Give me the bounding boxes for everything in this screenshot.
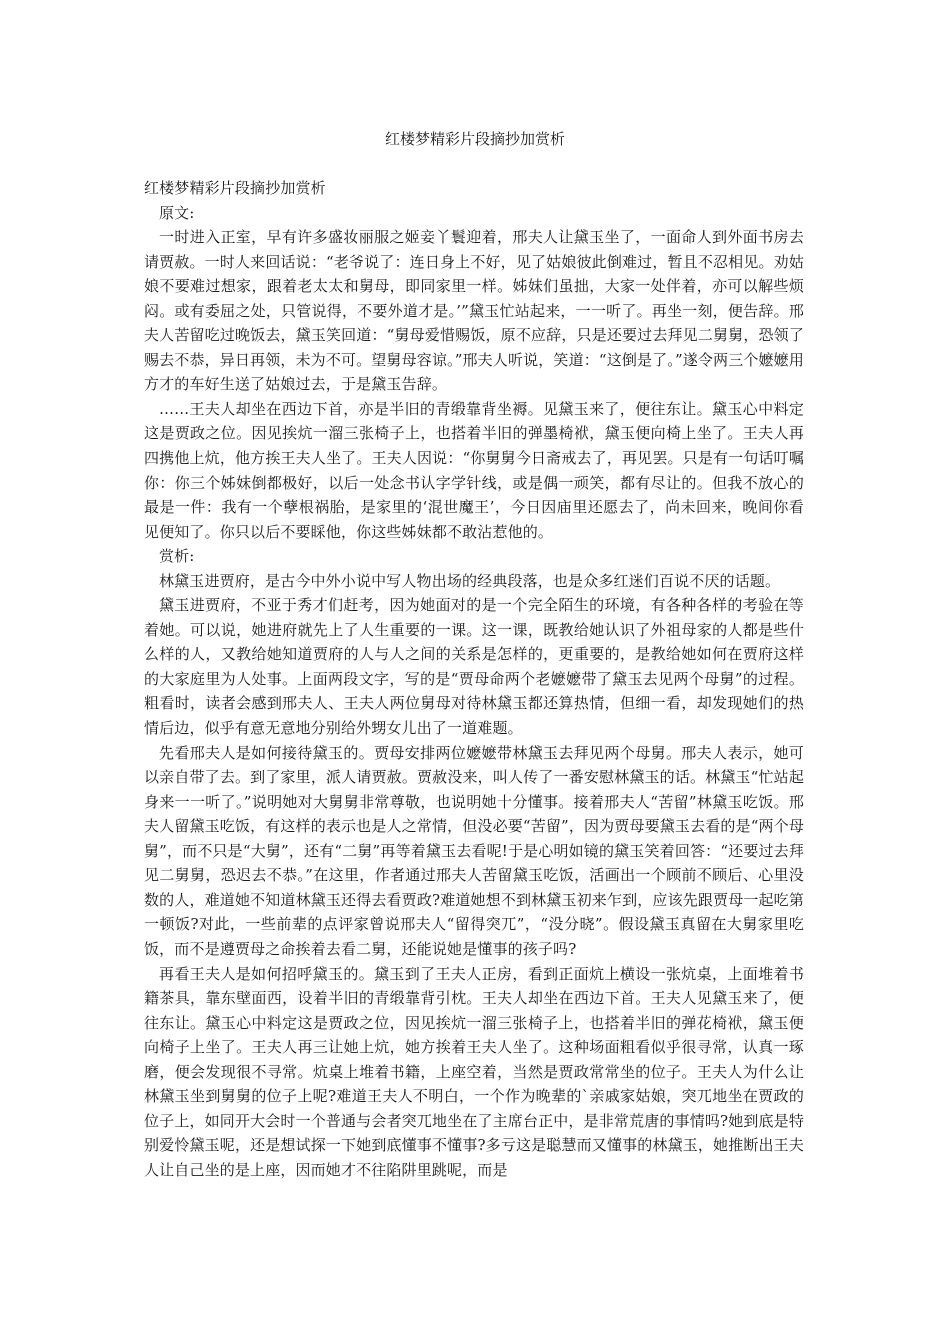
original-text-label: 原文:: [159, 203, 195, 222]
appreciation-paragraph-2: 黛玉进贾府，不亚于秀才们赶考，因为她面对的是一个完全陌生的环境，有各种各样的考验在等着她。可以说，她进府就先上了人生重要的一课。这一课，既教给她认识了外祖母家的人都是些什么样的人，又教给她知道贾府的人与人之间的关系是怎样的，更重要的，是教给她如何在贾府这样的大家庭里为人处事。上面两段文字，写的是“贾母命两个老嬷嬷带了黛玉去见两个母舅”的过程。粗看时，读者会感到邢夫人、王夫人两位舅母对待林黛玉都还算热情，但细一看，却发现她们的热情后边，似乎有意无意地分别给外甥女儿出了一道难题。: [144, 596, 804, 738]
document-body: [144, 176, 804, 1182]
original-paragraph-1: 一时进入正室，早有许多盛妆丽服之姬妾丫鬟迎着，邢夫人让黛玉坐了，一面命人到外面书房去请贾赦。一时人来回话说：“老爷说了：连日身上不好，见了姑娘彼此倒难过，暂且不忍相见。劝姑娘不要难过想家，跟着老太太和舅母，即同家里一样。姊妹们虽拙，大家一处伴着，亦可以解些烦闷。或有委屈之处，只管说得，不要外道才是。’”黛玉忙站起来，一一听了。再坐一刻，便告辞。邢夫人苦留吃过晚饭去，黛玉笑回道：“舅母爱惜赐饭，原不应辞，只是还要过去拜见二舅舅，恐领了赐去不恭，异日再领，未为不可。望舅母容谅。”邢夫人听说，笑道：“这倒是了。”遂令两三个嬷嬷用方才的车好生送了姑娘过去，于是黛玉告辞。: [144, 228, 804, 394]
appreciation-label: 赏析:: [159, 547, 195, 566]
appreciation-paragraph-4: 再看王夫人是如何招呼黛玉的。黛玉到了王夫人正房，看到正面炕上横设一张炕桌，上面堆着书籍茶具，靠东壁面西，设着半旧的青缎靠背引枕。王夫人却坐在西边下首。王夫人见黛玉来了，便往东让。黛玉心中料定这是贾政之位，因见挨炕一溜三张椅子上，也搭着半旧的弹花椅袱，黛玉便向椅子上坐了。王夫人再三让她上炕，她方挨着王夫人坐了。这种场面粗看似乎很寻常，认真一琢磨，便会发现很不寻常。炕桌上堆着书籍，上座空着，当然是贾政常常坐的位子。王夫人为什么让林黛玉坐到舅舅的位子上呢?难道王夫人不明白，一个作为晚辈的`亲戚家姑娘，突兀地坐在贾政的位子上，如同开大会时一个普通与会者突兀地坐在了主席台正中，是非常荒唐的事情吗?她到底是特别爱怜黛玉呢，还是想试探一下她到底懂事不懂事?多亏这是聪慧而又懂事的林黛玉，她推断出王夫人让自己坐的是上座，因而她才不往陷阱里跳呢，而是: [144, 964, 804, 1179]
document-title: 红楼梦精彩片段摘抄加赏析: [384, 130, 565, 148]
appreciation-paragraph-3: 先看邢夫人是如何接待黛玉的。贾母安排两位嬷嬷带林黛玉去拜见两个母舅。邢夫人表示，她可以亲自带了去。到了家里，派人请贾赦。贾赦没来，叫人传了一番安慰林黛玉的话。林黛玉“忙站起身来一一听了。”说明她对大舅舅非常尊敬，也说明她十分懂事。接着邢夫人“苦留”林黛玉吃饭。邢夫人留黛玉吃饭，有这样的表示也是人之常情，但没必要“苦留”，因为贾母要黛玉去看的是“两个母舅”，而不只是“大舅”，还有“二舅”再等着黛玉去看呢!于是心明如镜的黛玉笑着回答：“还要过去拜见二舅舅，恐迟去不恭。”在这里，作者通过邢夫人苦留黛玉吃饭，活画出一个顾前不顾后、心里没数的人，难道她不知道林黛玉还得去看贾政?难道她想不到林黛玉初来乍到，应该先跟贾母一起吃第一顿饭?对此，一些前辈的点评家曾说邢夫人“留得突兀”，“没分晓”。假设黛玉真留在大舅家里吃饭，而不是遵贾母之命挨着去看二舅，还能说她是懂事的孩子吗?: [144, 743, 804, 958]
original-paragraph-2: ……王夫人却坐在西边下首，亦是半旧的青缎靠背坐褥。见黛玉来了，便往东让。黛玉心中料定这是贾政之位。因见挨炕一溜三张椅子上，也搭着半旧的弹墨椅袱，黛玉便向椅上坐了。王夫人再四携他上炕，他方挨王夫人坐了。王夫人因说：“你舅舅今日斋戒去了，再见罢。只是有一句话叮嘱你：你三个姊妹倒都极好，以后一处念书认字学针线，或是偶一顽笑，都有尽让的。但我不放心的最是一件：我有一个孽根祸胎，是家里的‘混世魔王’，今日因庙里还愿去了，尚未回来，晚间你看见便知了。你只以后不要睬他，你这些姊妹都不敢沾惹他的。: [144, 399, 804, 541]
appreciation-paragraph-1: 林黛玉进贾府，是古今中外小说中写人物出场的经典段落，也是众多红迷们百说不厌的话题。: [159, 571, 781, 590]
section-heading: 红楼梦精彩片段摘抄加赏析: [144, 179, 326, 197]
